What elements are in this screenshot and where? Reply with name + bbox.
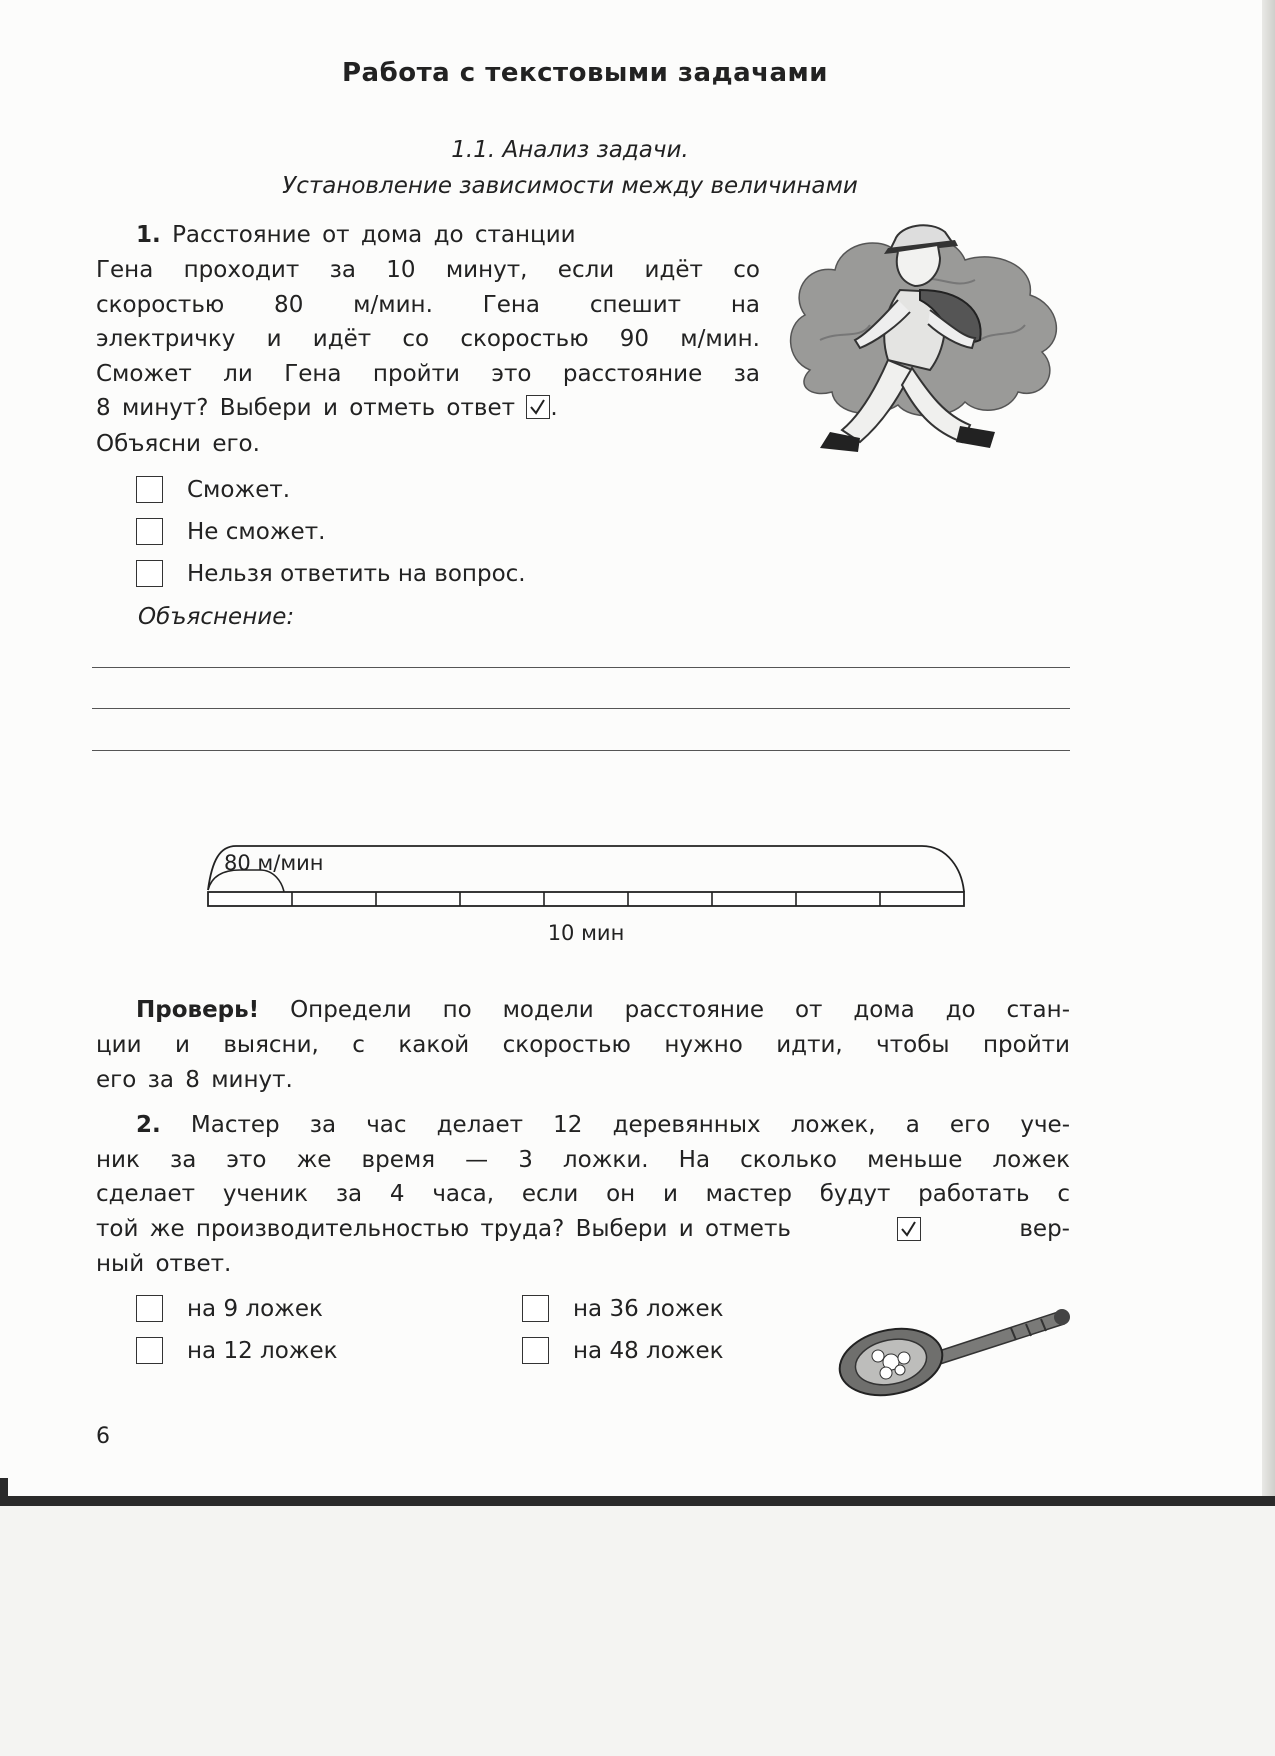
check-text: Определи по модели расстояние от дома до стан- [290,997,1070,1023]
option-label: на 12 ложек [187,1337,338,1364]
task2-line: ник за это же время — 3 ложки. На сколько меньше ложек [96,1147,1070,1173]
checkmark-icon [528,397,548,417]
page-title: Работа с текстовыми задачами [342,58,828,88]
task1-line: Сможет ли Гена пройти это расстояние за [96,361,760,387]
task1-line6 [96,391,716,426]
task1-line: Расстояние от дома до станции [172,222,576,248]
option-checkbox[interactable] [136,1337,163,1364]
speed-time-model [200,820,970,950]
task2-line: сделает ученик за 4 часа, если он и мастер будут работать с [96,1181,1070,1207]
option-checkbox[interactable] [522,1295,549,1322]
task1-line6-text: 8 минут? Выбери и отметь ответ [96,395,516,421]
task2-number: 2. [136,1112,161,1138]
subsection-title: Установление зависимости между величинами [282,173,858,199]
task2-line [136,1108,1070,1143]
option-label: Сможет. [187,476,291,503]
scan-background [0,1506,1275,1756]
task1-line6-end: . [550,395,558,421]
option-checkbox[interactable] [522,1337,549,1364]
page-number: 6 [96,1424,110,1449]
option-checkbox[interactable] [136,1295,163,1322]
checkmark-sample [897,1217,921,1241]
answer-line[interactable] [92,708,1070,709]
task1-number: 1. [136,222,161,248]
option-label: Нельзя ответить на вопрос. [187,560,526,587]
option-checkbox[interactable] [136,560,163,587]
option-label: Не сможет. [187,518,326,545]
task2-line4-text: той же производительностью труда? Выбери и отметь [96,1216,791,1242]
check-label: Проверь! [136,997,260,1023]
answer-line[interactable] [92,750,1070,751]
time-bar [208,892,964,906]
option-cannot[interactable] [136,518,325,545]
option-label: на 36 ложек [573,1295,724,1322]
checkmark-sample [526,395,550,419]
check-line: его за 8 минут. [96,1067,293,1093]
section-title: 1.1. Анализ задачи. [451,137,689,163]
checkmark-icon [899,1219,919,1239]
task2-line [96,1212,1070,1247]
option-label: на 9 ложек [187,1295,323,1322]
check-line [136,993,1070,1028]
task1-line: Гена проходит за 10 минут, если идёт со [96,257,760,283]
explanation-label: Объяснение: [138,604,295,630]
task1-paragraph [96,218,696,253]
answer-option[interactable] [522,1337,724,1364]
wooden-spoon-illustration-icon [836,1300,1076,1400]
answer-option[interactable] [136,1295,323,1322]
option-unknown[interactable] [136,560,526,587]
task2-line: ный ответ. [96,1251,232,1277]
task2-line4-end: вер- [1019,1216,1070,1242]
task2-line-text: Мастер за час делает 12 деревянных ложек, а его уче- [190,1112,1071,1138]
answer-option[interactable] [522,1295,724,1322]
speed-label: 80 м/мин [224,851,324,875]
option-checkbox[interactable] [136,518,163,545]
option-label: на 48 ложек [573,1337,724,1364]
walking-boy-illustration-icon [780,220,1070,460]
page-fold-shadow [1262,0,1275,1500]
task1-line: скоростью 80 м/мин. Гена спешит на [96,292,760,318]
answer-line[interactable] [92,667,1070,668]
time-label: 10 мин [547,921,625,945]
answer-option[interactable] [136,1337,338,1364]
task1-line: электричку и идёт со скоростью 90 м/мин. [96,326,760,352]
option-can[interactable] [136,476,290,503]
task1-line7: Объясни его. [96,431,260,457]
option-checkbox[interactable] [136,476,163,503]
page-bottom-edge [0,1496,1275,1506]
check-line: ции и выясни, с какой скоростью нужно идти, чтобы пройти [96,1032,1070,1058]
